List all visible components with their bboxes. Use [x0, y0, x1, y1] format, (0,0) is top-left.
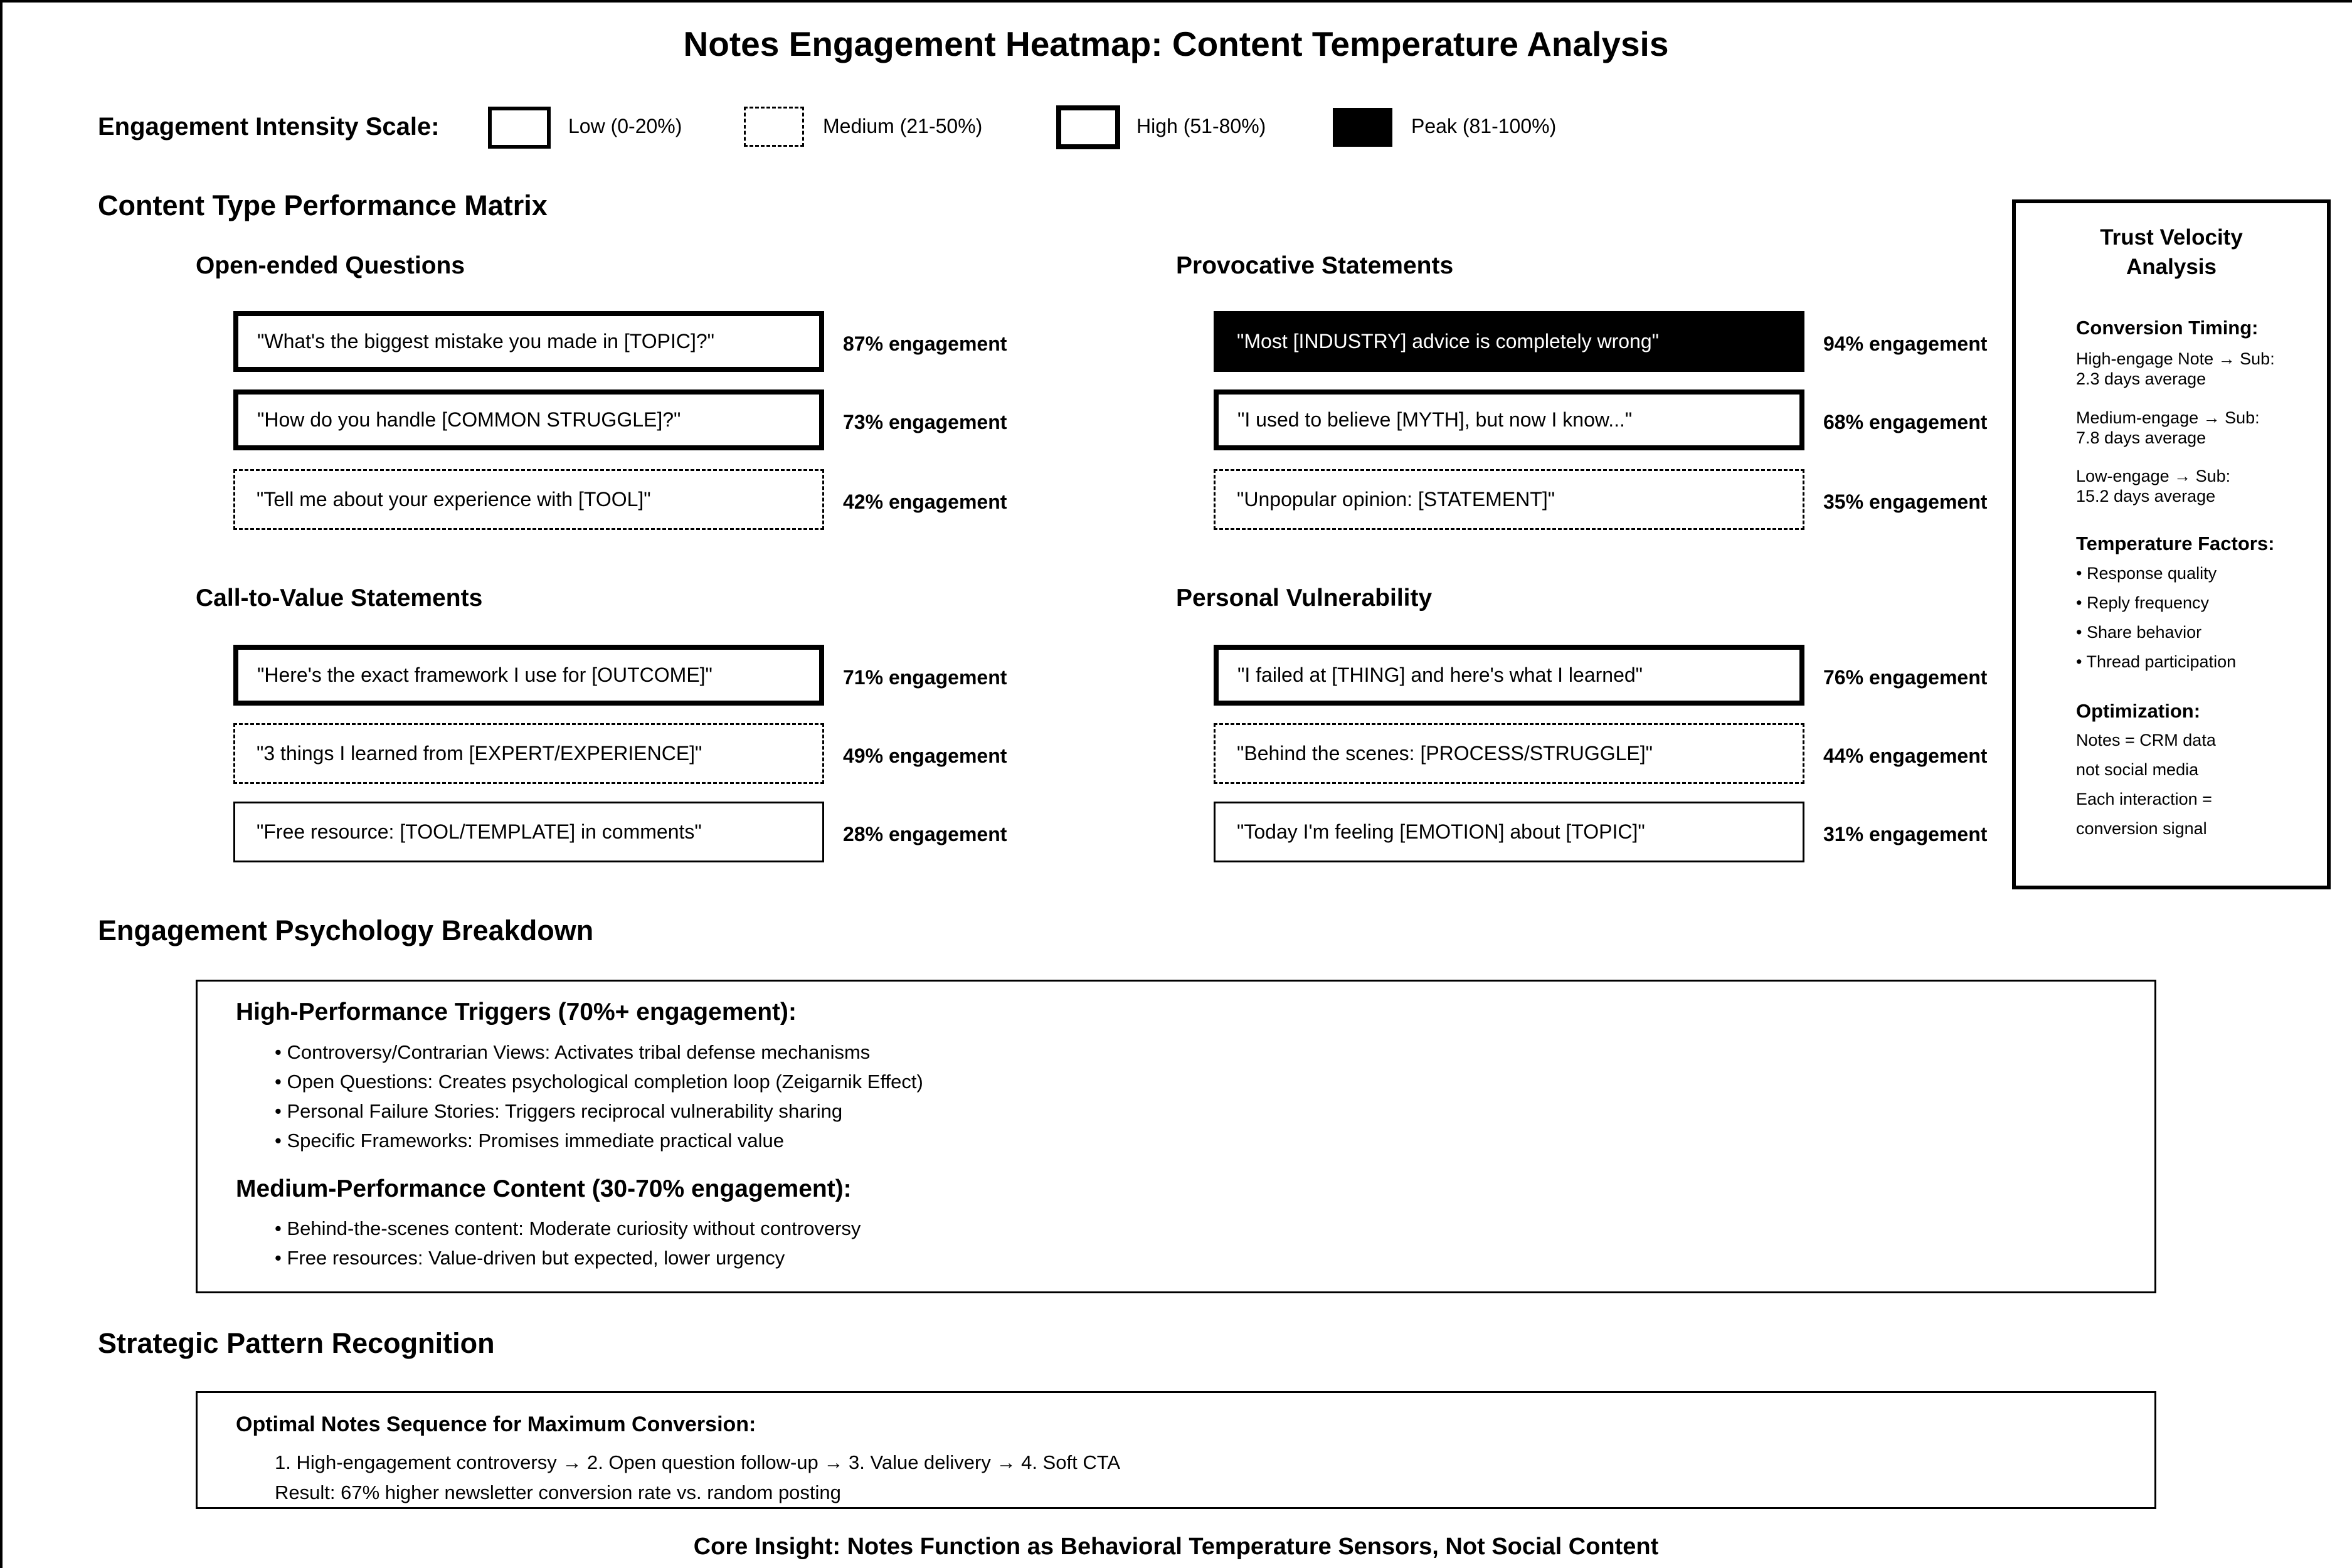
- conversion-item: Medium-engage → Sub: 7.8 days average: [2076, 408, 2260, 447]
- note-card: [233, 311, 824, 372]
- note-card: [1214, 469, 1804, 530]
- engagement-value: 73% engagement: [843, 411, 1007, 433]
- temperature-factors-heading: Temperature Factors:: [2076, 532, 2275, 554]
- engagement-value: 76% engagement: [1823, 666, 1988, 689]
- note-card: [233, 389, 824, 450]
- strategy-result: Result: 67% higher newsletter conversion rate vs. random posting: [275, 1481, 841, 1503]
- factor-item: • Reply frequency: [2076, 593, 2210, 612]
- note-text: "I failed at [THING] and here's what I learned": [1237, 664, 1643, 686]
- note-card: [1214, 802, 1804, 862]
- engagement-value: 71% engagement: [843, 666, 1007, 689]
- legend-label-high: High (51-80%): [1136, 115, 1266, 137]
- engagement-value: 94% engagement: [1823, 332, 1988, 355]
- conversion-item: High-engage Note → Sub: 2.3 days average: [2076, 349, 2275, 388]
- legend-label-medium: Medium (21-50%): [823, 115, 983, 137]
- optimization-heading: Optimization:: [2076, 700, 2201, 722]
- conversion-timing-heading: Conversion Timing:: [2076, 317, 2259, 339]
- medium-content-heading: Medium-Performance Content (30-70% engagement):: [236, 1175, 852, 1202]
- group-title-personal-vulnerability: Personal Vulnerability: [1176, 585, 1433, 612]
- strategy-title: Strategic Pattern Recognition: [98, 1327, 495, 1359]
- note-card: [233, 802, 824, 862]
- group-title-provocative-statements: Provocative Statements: [1176, 252, 1454, 279]
- note-text: "I used to believe [MYTH], but now I know...": [1237, 408, 1633, 431]
- legend-label-low: Low (0-20%): [568, 115, 682, 137]
- psychology-title: Engagement Psychology Breakdown: [98, 914, 594, 946]
- conversion-item: Low-engage → Sub: 15.2 days average: [2076, 467, 2231, 506]
- note-card: [1214, 389, 1804, 450]
- optimization-line: conversion signal: [2076, 819, 2207, 838]
- note-text: "How do you handle [COMMON STRUGGLE]?": [257, 408, 681, 431]
- note-card: [233, 469, 824, 530]
- note-card: [1214, 311, 1804, 372]
- trigger-item: • Personal Failure Stories: Triggers reciprocal vulnerability sharing: [275, 1100, 843, 1122]
- note-text: "Tell me about your experience with [TOOL]": [257, 488, 651, 511]
- page-title: Notes Engagement Heatmap: Content Temperature Analysis: [683, 24, 1669, 63]
- factor-item: • Thread participation: [2076, 652, 2237, 671]
- legend-swatch-high: [1056, 105, 1120, 149]
- note-card: [233, 645, 824, 706]
- medium-item: • Free resources: Value-driven but expected, lower urgency: [275, 1247, 785, 1269]
- legend-swatch-peak: [1333, 108, 1392, 147]
- engagement-value: 44% engagement: [1823, 744, 1988, 767]
- medium-item: • Behind-the-scenes content: Moderate curiosity without controversy: [275, 1217, 861, 1239]
- note-text: "What's the biggest mistake you made in [TOPIC]?": [257, 330, 714, 352]
- legend-swatch-low: [488, 107, 551, 149]
- trigger-item: • Open Questions: Creates psychological completion loop (Zeigarnik Effect): [275, 1071, 923, 1093]
- note-text: "Most [INDUSTRY] advice is completely wrong": [1237, 330, 1659, 352]
- note-text: "Unpopular opinion: [STATEMENT]": [1237, 488, 1555, 511]
- engagement-value: 35% engagement: [1823, 490, 1988, 513]
- note-text: "Today I'm feeling [EMOTION] about [TOPIC]": [1237, 820, 1645, 843]
- strategy-sequence: 1. High-engagement controversy → 2. Open question follow-up → 3. Value delivery → 4. Soft CTA: [275, 1451, 1121, 1473]
- legend-label-peak: Peak (81-100%): [1411, 115, 1557, 137]
- engagement-value: 42% engagement: [843, 490, 1007, 513]
- core-insight: Core Insight: Notes Function as Behavioral Temperature Sensors, Not Social Content: [693, 1534, 1659, 1560]
- legend-swatch-medium: [744, 107, 804, 147]
- optimization-line: not social media: [2076, 760, 2199, 779]
- strategy-heading: Optimal Notes Sequence for Maximum Conversion:: [236, 1412, 756, 1436]
- note-card: [233, 723, 824, 784]
- engagement-value: 87% engagement: [843, 332, 1007, 355]
- note-text: "Behind the scenes: [PROCESS/STRUGGLE]": [1237, 742, 1653, 765]
- note-text: "Here's the exact framework I use for [OUTCOME]": [257, 664, 712, 686]
- matrix-title: Content Type Performance Matrix: [98, 189, 548, 221]
- group-title-open-questions: Open-ended Questions: [196, 252, 465, 279]
- high-triggers-heading: High-Performance Triggers (70%+ engagement):: [236, 999, 797, 1025]
- optimization-line: Notes = CRM data: [2076, 731, 2216, 750]
- legend-label: Engagement Intensity Scale:: [98, 113, 440, 140]
- factor-item: • Response quality: [2076, 564, 2217, 583]
- engagement-value: 68% engagement: [1823, 411, 1988, 433]
- factor-item: • Share behavior: [2076, 623, 2202, 642]
- note-card: [1214, 645, 1804, 706]
- engagement-value: 31% engagement: [1823, 823, 1988, 845]
- group-title-call-to-value: Call-to-Value Statements: [196, 585, 483, 612]
- engagement-value: 28% engagement: [843, 823, 1007, 845]
- engagement-value: 49% engagement: [843, 744, 1007, 767]
- note-text: "3 things I learned from [EXPERT/EXPERIENCE]": [257, 742, 702, 765]
- trust-velocity-title: Trust Velocity Analysis: [2100, 225, 2243, 279]
- note-text: "Free resource: [TOOL/TEMPLATE] in comments": [257, 820, 702, 843]
- note-card: [1214, 723, 1804, 784]
- optimization-line: Each interaction =: [2076, 790, 2212, 808]
- trigger-item: • Specific Frameworks: Promises immediate practical value: [275, 1130, 784, 1152]
- trigger-item: • Controversy/Contrarian Views: Activates tribal defense mechanisms: [275, 1041, 871, 1063]
